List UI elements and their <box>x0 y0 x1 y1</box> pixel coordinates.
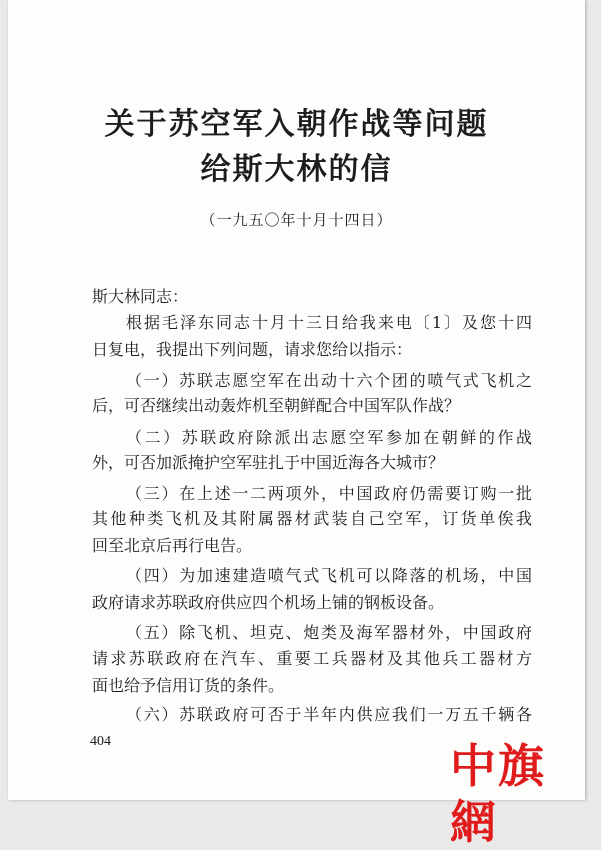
body-line-15: （六）苏联政府可否于半年内供应我们一万五千辆各 <box>126 705 532 724</box>
document-page <box>8 0 585 800</box>
salutation: 斯大林同志： <box>92 287 189 306</box>
body-line-7: （三）在上述一二两项外，中国政府仍需要订购一批 <box>126 484 532 503</box>
title-line-2: 给斯大林的信 <box>200 152 393 187</box>
body-line-5: （二）苏联政府除派出志愿空军参加在朝鲜的作战 <box>126 428 532 447</box>
body-line-14: 面也给予信用订货的条件。 <box>92 676 285 695</box>
title-line-1: 关于苏空军入朝作战等问题 <box>104 107 489 142</box>
body-line-10: （四）为加速建造喷气式飞机可以降落的机场，中国 <box>126 566 532 585</box>
site-watermark-logo: 中旗網 <box>450 739 546 849</box>
body-line-12: （五）除飞机、坦克、炮类及海军器材外，中国政府 <box>126 623 532 642</box>
letter-date: （一九五〇年十月十四日） <box>200 211 393 229</box>
body-line-4: 后，可否继续出动轰炸机至朝鲜配合中国军队作战？ <box>92 396 461 415</box>
body-line-2: 日复电，我提出下列问题，请求您给以指示： <box>92 340 413 359</box>
body-line-9: 回至北京后再行电告。 <box>92 536 253 555</box>
body-line-8: 其他种类飞机及其附属器材武装自己空军，订货单俟我 <box>92 509 532 528</box>
body-line-11: 政府请求苏联政府供应四个机场上铺的钢板设备。 <box>92 593 445 612</box>
body-line-1: 根据毛泽东同志十月十三日给我来电〔1〕及您十四 <box>126 313 532 332</box>
page-number: 404 <box>90 734 111 749</box>
body-line-6: 外，可否加派掩护空军驻扎于中国近海各大城市？ <box>92 453 445 472</box>
body-line-13: 请求苏联政府在汽车、重要工兵器材及其他兵工器材方 <box>92 649 532 668</box>
body-line-3: （一）苏联志愿空军在出动十六个团的喷气式飞机之 <box>126 371 532 390</box>
